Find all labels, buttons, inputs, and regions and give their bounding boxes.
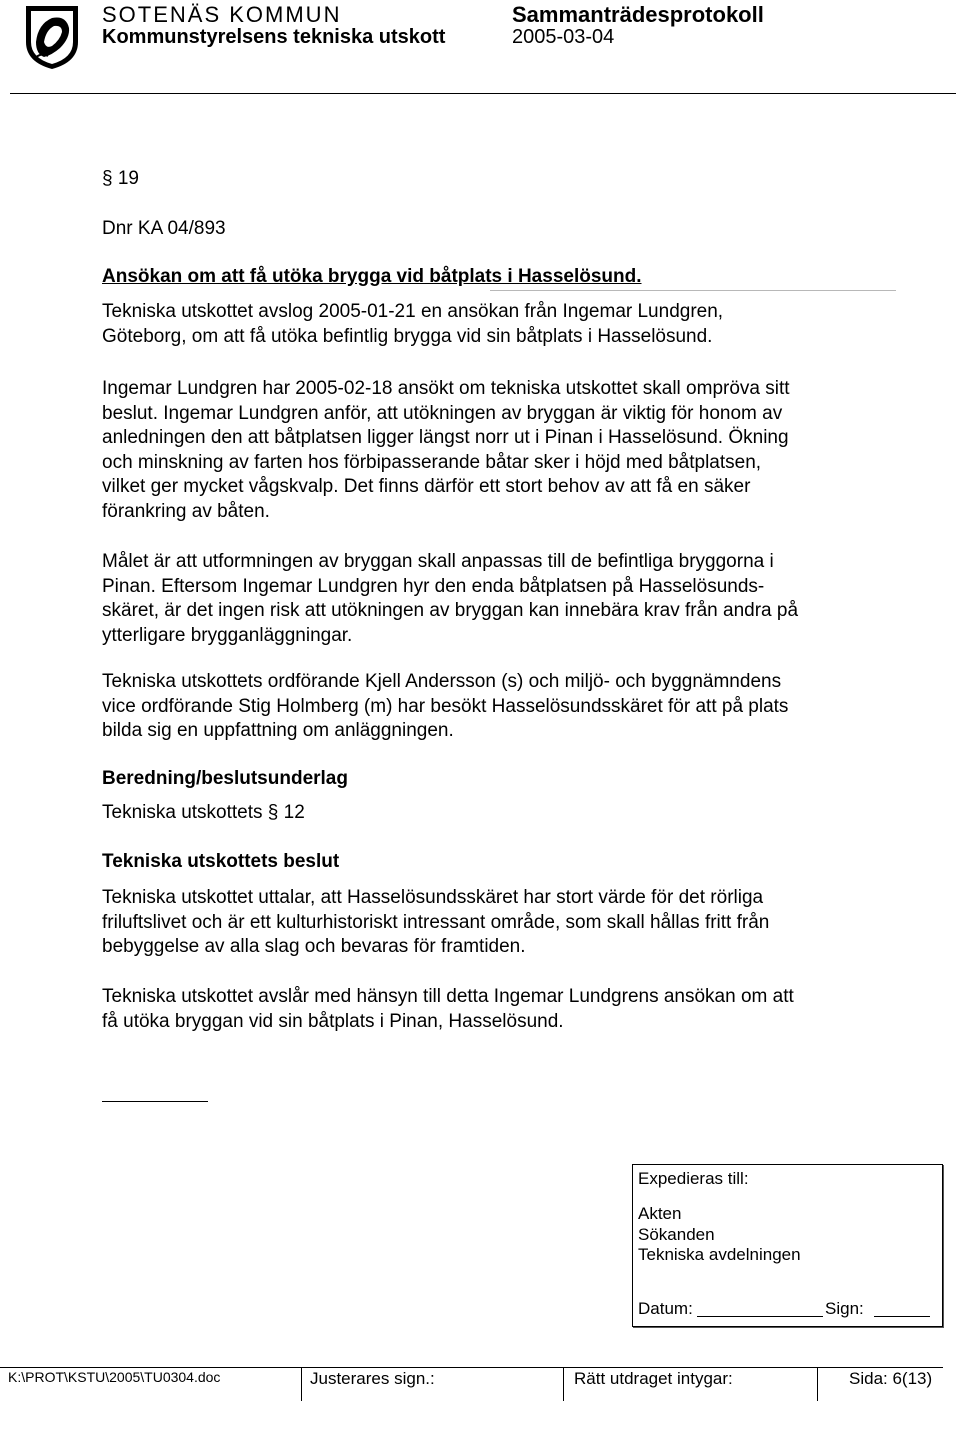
section-heading-beredning: Beredning/beslutsunderlag [102, 768, 348, 789]
text-line: bilda sig en uppfattning om anläggningen. [102, 720, 454, 742]
beredning-reference: Tekniska utskottets § 12 [102, 802, 305, 823]
text-line: skäret, är det ingen risk att utökningen av bryggan kan innebära krav från andra på [102, 600, 799, 622]
text-line: bebyggelse av alla slag och bevaras för framtiden. [102, 936, 526, 958]
text-line: friluftslivet och är ett kulturhistoriskt intressant område, som skall hållas fritt från [102, 911, 770, 933]
end-of-item-rule [102, 1101, 208, 1102]
header-divider [10, 93, 956, 94]
title-divider [490, 290, 896, 291]
body-paragraph [102, 300, 902, 349]
decision-paragraph [102, 886, 902, 960]
text-line: och minskning av farten hos förbipasserande båtar sker i höjd med båtplatsen, [102, 451, 762, 473]
text-line: Göteborg, om att få utöka befintlig brygga vid sin båtplats i Hasselösund. [102, 325, 713, 347]
section-heading-beslut: Tekniska utskottets beslut [102, 851, 340, 872]
file-path: K:\PROT\KSTU\2005\TU0304.doc [8, 1369, 221, 1385]
case-number: Dnr KA 04/893 [102, 218, 226, 239]
ratt-utdraget-intygar: Rätt utdraget intygar: [574, 1369, 733, 1388]
text-line: ytterligare brygganläggningar. [102, 624, 353, 646]
text-line: Tekniska utskottet avslog 2005-01-21 en ansökan från Ingemar Lundgren, [102, 301, 724, 322]
text-line: vice ordförande Stig Holmberg (m) har besökt Hasselösundsskäret för att på plats [102, 695, 789, 717]
text-line: Målet är att utformningen av bryggan skall anpassas till de befintliga bryggorna i [102, 551, 774, 572]
datum-field-line [697, 1316, 823, 1317]
municipal-coat-of-arms-icon [22, 2, 82, 72]
text-line: vilket ger mycket vågskvalp. Det finns därför ett stort behov av att få en säker [102, 476, 751, 498]
text-line: Ingemar Lundgren har 2005-02-18 ansökt om tekniska utskottet skall ompröva sitt [102, 378, 790, 399]
footer-divider [0, 1367, 943, 1368]
doc-type: Sammanträdesprotokoll [512, 2, 764, 27]
footer-separator [817, 1367, 818, 1401]
paragraph-number: § 19 [102, 168, 139, 189]
meeting-date: 2005-03-04 [512, 26, 615, 48]
text-line: få utöka bryggan vid sin båtplats i Pinan, Hasselösund. [102, 1010, 564, 1032]
datum-label: Datum: [638, 1299, 693, 1318]
sign-field-line [874, 1316, 930, 1317]
justerares-sign: Justerares sign.: [310, 1369, 435, 1388]
body-paragraph [102, 670, 902, 744]
text-line: Tekniska utskottets ordförande Kjell Andersson (s) och miljö- och byggnämndens [102, 671, 782, 692]
text-line: beslut. Ingemar Lundgren anför, att utökningen av bryggan är viktig för honom av [102, 402, 783, 424]
org-name: SOTENÄS KOMMUN [102, 2, 342, 27]
page-number: Sida: 6(13) [849, 1369, 933, 1388]
text-line: Tekniska utskottet avslår med hänsyn till detta Ingemar Lundgrens ansökan om att [102, 986, 794, 1007]
dispatch-box [632, 1164, 943, 1327]
dispatch-recipient: Akten [638, 1204, 682, 1223]
committee-name: Kommunstyrelsens tekniska utskott [102, 26, 446, 48]
sign-label: Sign: [825, 1299, 864, 1318]
dispatch-recipient: Tekniska avdelningen [638, 1245, 801, 1264]
body-paragraph [102, 550, 902, 648]
decision-paragraph [102, 985, 902, 1034]
text-line: anledningen den att båtplatsen ligger längst norr ut i Pinan i Hasselösund. Ökning [102, 427, 789, 449]
footer-separator [563, 1367, 564, 1401]
item-title: Ansökan om att få utöka brygga vid båtplats i Hasselösund. [102, 266, 642, 287]
dispatch-label: Expedieras till: [638, 1169, 749, 1188]
body-paragraph [102, 377, 902, 525]
text-line: Tekniska utskottet uttalar, att Hasselösundsskäret har stort värde för det rörliga [102, 887, 764, 908]
footer-separator [301, 1367, 302, 1401]
text-line: Pinan. Eftersom Ingemar Lundgren hyr den enda båtplatsen på Hasselösunds- [102, 575, 765, 597]
text-line: förankring av båten. [102, 500, 270, 522]
dispatch-recipient: Sökanden [638, 1225, 715, 1244]
